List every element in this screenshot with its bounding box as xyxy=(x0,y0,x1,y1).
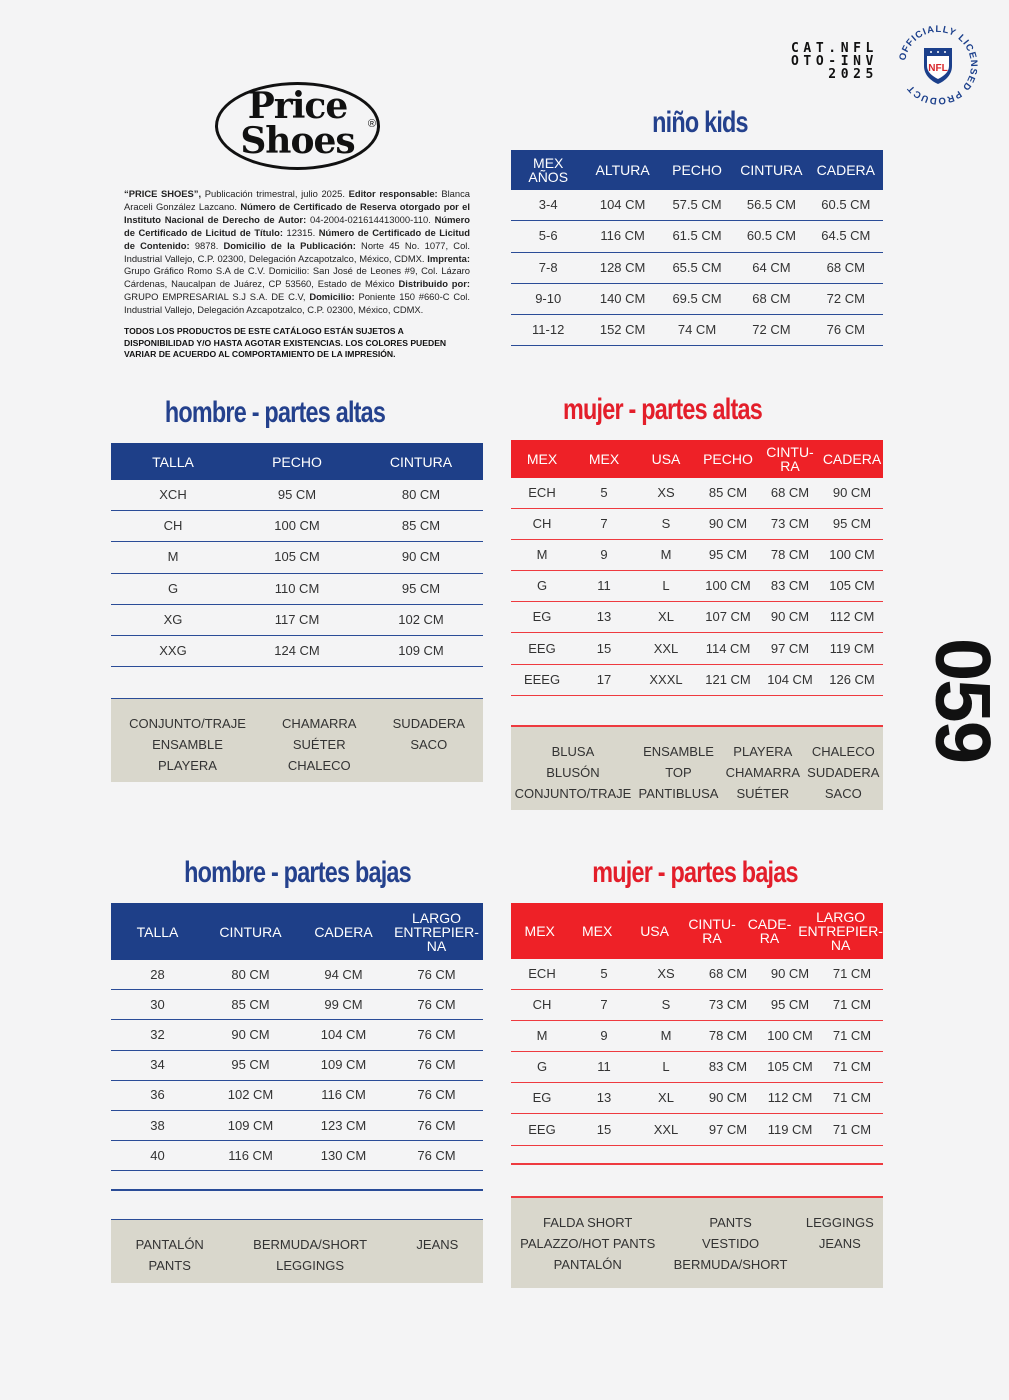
table-row xyxy=(111,480,483,511)
table-cell: G xyxy=(536,1059,548,1075)
table-cell: 105 CM xyxy=(274,549,320,565)
garment-column xyxy=(393,713,465,782)
garment-column xyxy=(129,713,246,782)
badge-ring-text: OFFICIALLY LICENSED PRODUCT xyxy=(897,23,980,107)
table-cell: 17 xyxy=(596,671,612,687)
table-row xyxy=(111,636,483,667)
logo-registered-mark: ® xyxy=(367,118,376,130)
table-mujer-partes-altas xyxy=(511,440,883,696)
table-cell: L xyxy=(662,1059,670,1075)
garment-item: SACO xyxy=(824,786,862,801)
table-cell: 11 xyxy=(597,1059,611,1075)
header-cell: CINTURA xyxy=(740,162,803,178)
table-row xyxy=(511,602,883,633)
table-cell: S xyxy=(661,997,671,1013)
table-cell: 95 CM xyxy=(770,997,810,1013)
garment-column xyxy=(416,1234,458,1283)
table-cell: 97 CM xyxy=(770,640,810,656)
table-row xyxy=(111,574,483,605)
table-cell: 90 CM xyxy=(770,966,810,982)
garment-item: SUDADERA xyxy=(392,716,465,731)
table-cell: XS xyxy=(657,966,675,982)
header-cell: TALLA xyxy=(152,453,194,470)
catalog-code xyxy=(791,42,878,81)
table-cell: EEG xyxy=(528,640,556,656)
header-cell: CADERA xyxy=(816,162,875,178)
table-cell: 72 CM xyxy=(752,322,791,338)
table-row xyxy=(111,605,483,636)
table-cell: 7 xyxy=(600,516,608,532)
table-row xyxy=(511,253,883,284)
garment-item: BERMUDA/SHORT xyxy=(253,1237,368,1252)
header-cell: CADE- RA xyxy=(747,916,792,946)
garment-column xyxy=(520,1212,655,1288)
garment-item: CONJUNTO/TRAJE xyxy=(514,786,632,801)
table-row xyxy=(111,1020,483,1050)
catalog-line-2: OTO-INV xyxy=(791,54,878,69)
table-row xyxy=(511,1052,883,1083)
table-cell: 110 CM xyxy=(274,580,320,596)
header-cell: CADERA xyxy=(314,923,373,940)
garment-item: JEANS xyxy=(416,1237,459,1252)
table-cell: 85 CM xyxy=(401,518,441,534)
table-cell: CH xyxy=(163,518,183,534)
table-cell: 109 CM xyxy=(320,1057,367,1073)
table-cell: 121 CM xyxy=(705,671,751,687)
legal-notice: “PRICE SHOES”, Publicación trimestral, julio 2025. Editor responsable: Blanca Araceli González Lazcano. Número de Certificado de Reserva otorgado por el Instituto Nacional de Derecho de Autor: 04-2004-021614413000-110. Número de Certificado de Licitud de Título: 12315. Número de Certificado de Licitud de Contenido: 9878. Domicilio de la Publicación: Norte 45 No. 1077, Col. Industrial Vallejo, C.P. 02300, Delegación Azcapotzalco, México, CDMX. Imprenta: Grupo Gráfico Romo S.A de C.V. Domicilio: San José de Leones #9, Col. Lázaro Cárdenas, Naucalpan de Juárez, CP 53560, Estado de México Distribuido por: GRUPO EMPRESARIAL S.J S.A. DE C.V, Domicilio: Poniente 150 #660-C Col. Industrial Vallejo, Delegación Azcapotzalco, C.P. 02300, México, CDMX. xyxy=(124,188,471,316)
table-cell: 13 xyxy=(596,609,612,625)
garment-item: PANTALÓN xyxy=(135,1237,204,1252)
table-cell: XL xyxy=(658,1090,674,1106)
garment-item: ENSAMBLE xyxy=(643,744,714,759)
table-cell: 76 CM xyxy=(826,322,865,338)
garment-column xyxy=(282,713,356,782)
table-cell: 9 xyxy=(600,547,608,563)
garment-column xyxy=(806,1212,874,1288)
table-cell: 60.5 CM xyxy=(821,197,871,213)
table-row xyxy=(511,633,883,664)
table-cell: 117 CM xyxy=(274,611,320,627)
logo-line-2: Shoes xyxy=(240,120,355,162)
table-row xyxy=(111,1111,483,1141)
table-cell: 83 CM xyxy=(770,578,810,594)
table-cell: 116 CM xyxy=(228,1147,273,1163)
garment-item: PLAYERA xyxy=(157,758,217,773)
header-cell: MEX xyxy=(526,451,558,467)
table-row xyxy=(511,990,883,1021)
table-cell: 15 xyxy=(596,640,612,656)
table-cell: 80 CM xyxy=(401,487,441,503)
logo-line-1: Price xyxy=(247,85,348,127)
table-cell: 76 CM xyxy=(417,1087,456,1103)
table-cell: L xyxy=(662,578,670,594)
table-cell: 105 CM xyxy=(767,1059,813,1075)
table-cell: EEEG xyxy=(523,671,561,687)
header-cell: CINTU- RA xyxy=(688,916,736,946)
table-cell: ECH xyxy=(528,485,556,501)
table-nino-kids xyxy=(511,150,883,346)
table-cell: 95 CM xyxy=(832,516,872,532)
table-cell: 28 xyxy=(150,966,165,982)
garments-hombre-partes-altas xyxy=(111,699,483,782)
garment-item: TOP xyxy=(665,765,692,780)
table-cell: 80 CM xyxy=(231,966,270,982)
table-cell: XXG xyxy=(159,643,187,659)
table-cell: 116 CM xyxy=(321,1087,366,1103)
table-cell: M xyxy=(660,547,672,563)
table-cell: 57.5 CM xyxy=(672,197,722,213)
table-header xyxy=(511,440,883,478)
table-cell: 90 CM xyxy=(708,1090,748,1106)
table-cell: 94 CM xyxy=(324,966,363,982)
header-cell: LARGO ENTREPIER- NA xyxy=(798,909,883,953)
garment-item: PALAZZO/HOT PANTS xyxy=(520,1236,656,1251)
table-cell: 11-12 xyxy=(532,322,565,338)
table-cell: 5 xyxy=(600,485,608,501)
table-cell: 61.5 CM xyxy=(672,228,722,244)
table-cell: 3-4 xyxy=(538,197,558,213)
table-cell: 7-8 xyxy=(538,259,558,275)
table-mujer-partes-bajas xyxy=(511,903,883,1146)
header-cell: CINTURA xyxy=(389,453,453,470)
table-cell: 71 CM xyxy=(832,1121,872,1137)
table-cell: 64.5 CM xyxy=(821,228,871,244)
table-cell: 152 CM xyxy=(599,322,646,338)
table-cell: 104 CM xyxy=(320,1026,367,1042)
table-row xyxy=(111,1051,483,1081)
table-row xyxy=(511,509,883,540)
table-cell: EEG xyxy=(528,1121,556,1137)
garments-mujer-partes-bajas xyxy=(511,1198,883,1288)
table-cell: 128 CM xyxy=(599,259,646,275)
table-cell: 5 xyxy=(600,966,608,982)
badge-shield-text: NFL xyxy=(928,63,948,74)
table-row xyxy=(511,284,883,315)
separator-line xyxy=(511,1163,883,1165)
table-cell: 95 CM xyxy=(231,1057,270,1073)
table-cell: 7 xyxy=(600,997,608,1013)
table-cell: 124 CM xyxy=(274,643,320,659)
garment-column xyxy=(515,741,632,810)
garment-column xyxy=(726,741,800,810)
table-row xyxy=(111,990,483,1020)
table-cell: 100 CM xyxy=(705,578,751,594)
table-cell: 116 CM xyxy=(600,228,645,244)
table-cell: 15 xyxy=(596,1121,612,1137)
table-row xyxy=(511,959,883,990)
title-mujer-partes-altas: mujer - partes altas xyxy=(563,393,762,426)
table-cell: 109 CM xyxy=(227,1117,274,1133)
table-cell: 114 CM xyxy=(705,640,751,656)
table-cell: 130 CM xyxy=(320,1147,367,1163)
table-cell: 78 CM xyxy=(770,547,810,563)
header-cell: USA xyxy=(651,451,681,467)
table-hombre-partes-bajas xyxy=(111,903,483,1171)
garment-item: PLAYERA xyxy=(733,744,793,759)
table-cell: 9-10 xyxy=(535,291,562,307)
garment-item: PANTALÓN xyxy=(553,1257,622,1272)
garment-item: SUDADERA xyxy=(807,765,880,780)
table-cell: 99 CM xyxy=(324,996,363,1012)
garment-column xyxy=(639,741,719,810)
table-cell: 95 CM xyxy=(401,580,441,596)
table-row xyxy=(511,665,883,696)
table-cell: 76 CM xyxy=(417,1026,456,1042)
table-cell: 5-6 xyxy=(538,228,558,244)
table-cell: M xyxy=(536,1028,548,1044)
catalog-line-1: CAT.NFL xyxy=(791,41,878,56)
table-cell: 71 CM xyxy=(832,1059,872,1075)
table-row xyxy=(511,1114,883,1145)
header-cell: USA xyxy=(640,923,669,939)
table-cell: 68 CM xyxy=(708,966,748,982)
table-row xyxy=(111,1141,483,1171)
table-row xyxy=(111,542,483,573)
table-header xyxy=(511,903,883,959)
table-cell: 64 CM xyxy=(752,259,791,275)
garment-column xyxy=(807,741,879,810)
table-row xyxy=(511,1083,883,1114)
table-cell: 72 CM xyxy=(826,291,865,307)
table-cell: 90 CM xyxy=(401,549,441,565)
table-cell: 69.5 CM xyxy=(672,291,722,307)
nfl-licensed-badge-icon xyxy=(893,20,983,110)
garment-item: PANTIBLUSA xyxy=(638,786,719,801)
garment-item: JEANS xyxy=(818,1236,861,1251)
table-cell: 95 CM xyxy=(708,547,748,563)
table-cell: 71 CM xyxy=(832,1028,872,1044)
garment-item: CHAMARRA xyxy=(282,716,357,731)
table-cell: 76 CM xyxy=(417,996,456,1012)
table-cell: CH xyxy=(532,997,552,1013)
table-cell: 112 CM xyxy=(767,1090,813,1106)
table-cell: 97 CM xyxy=(708,1121,748,1137)
table-cell: 104 CM xyxy=(599,197,646,213)
header-cell: MEX xyxy=(581,923,613,939)
table-cell: G xyxy=(536,578,548,594)
table-cell: 56.5 CM xyxy=(746,197,796,213)
header-cell: CINTURA xyxy=(219,923,282,940)
table-cell: XXL xyxy=(653,1121,679,1137)
table-cell: 73 CM xyxy=(770,516,810,532)
garment-item: CHALECO xyxy=(811,744,875,759)
garment-item: SUÉTER xyxy=(292,737,346,752)
title-nino-kids: niño kids xyxy=(652,106,748,139)
table-cell: 102 CM xyxy=(398,611,444,627)
table-cell: 71 CM xyxy=(832,966,872,982)
table-cell: 109 CM xyxy=(398,643,444,659)
table-cell: 105 CM xyxy=(829,578,875,594)
garment-item: BLUSÓN xyxy=(546,765,600,780)
table-row xyxy=(511,190,883,221)
header-cell: ALTURA xyxy=(595,162,650,178)
table-cell: 71 CM xyxy=(832,1090,872,1106)
table-cell: 71 CM xyxy=(832,997,872,1013)
table-cell: 90 CM xyxy=(231,1026,270,1042)
table-row xyxy=(511,478,883,509)
table-cell: M xyxy=(660,1028,672,1044)
garment-item: FALDA SHORT xyxy=(543,1215,633,1230)
table-cell: 65.5 CM xyxy=(672,259,722,275)
table-cell: 100 CM xyxy=(767,1028,813,1044)
table-cell: 68 CM xyxy=(752,291,791,307)
table-cell: G xyxy=(167,580,179,596)
table-cell: 119 CM xyxy=(829,640,875,656)
garment-item: LEGGINGS xyxy=(276,1258,345,1273)
table-cell: 100 CM xyxy=(829,547,875,563)
garment-item: BERMUDA/SHORT xyxy=(673,1257,788,1272)
garments-mujer-partes-altas xyxy=(511,727,883,810)
table-cell: S xyxy=(661,516,671,532)
header-cell: CINTU- RA xyxy=(766,444,814,474)
table-cell: 119 CM xyxy=(767,1121,813,1137)
garment-item: LEGGINGS xyxy=(805,1215,874,1230)
table-cell: 73 CM xyxy=(708,997,748,1013)
table-cell: EG xyxy=(532,1090,552,1106)
table-cell: 85 CM xyxy=(708,485,748,501)
garments-hombre-partes-bajas xyxy=(111,1220,483,1283)
table-row xyxy=(111,1081,483,1111)
title-hombre-partes-bajas: hombre - partes bajas xyxy=(184,856,411,889)
table-row xyxy=(511,571,883,602)
table-cell: 76 CM xyxy=(417,966,456,982)
table-cell: 102 CM xyxy=(227,1087,274,1103)
table-cell: 126 CM xyxy=(829,671,875,687)
table-cell: 38 xyxy=(150,1117,165,1133)
table-cell: 76 CM xyxy=(417,1057,456,1073)
title-hombre-partes-altas: hombre - partes altas xyxy=(164,396,386,429)
table-cell: XXXL xyxy=(649,671,683,687)
table-cell: XG xyxy=(163,611,183,627)
header-cell: PECHO xyxy=(672,162,722,178)
garment-column xyxy=(136,1234,204,1283)
table-cell: 140 CM xyxy=(599,291,646,307)
table-cell: XCH xyxy=(159,487,187,503)
table-cell: 68 CM xyxy=(826,259,865,275)
table-cell: ECH xyxy=(528,966,556,982)
table-cell: 74 CM xyxy=(677,322,717,338)
header-cell: MEX xyxy=(524,923,555,939)
garment-item: BLUSA xyxy=(551,744,595,759)
garment-item: ENSAMBLE xyxy=(152,737,223,752)
header-cell: CADERA xyxy=(822,451,882,467)
table-cell: CH xyxy=(532,516,552,532)
table-cell: 95 CM xyxy=(277,487,317,503)
table-cell: 11 xyxy=(597,578,611,594)
table-row xyxy=(111,511,483,542)
table-cell: 9 xyxy=(600,1028,608,1044)
header-cell: PECHO xyxy=(272,453,322,470)
table-row xyxy=(511,540,883,571)
table-header xyxy=(511,150,883,190)
table-row xyxy=(511,315,883,346)
table-cell: 85 CM xyxy=(231,996,270,1012)
table-cell: 13 xyxy=(596,1090,612,1106)
table-header xyxy=(111,903,483,960)
table-cell: 90 CM xyxy=(770,609,810,625)
header-cell: LARGO ENTREPIER- NA xyxy=(394,909,479,954)
table-cell: EG xyxy=(532,609,552,625)
table-cell: 34 xyxy=(150,1057,165,1073)
table-cell: 104 CM xyxy=(767,671,813,687)
table-cell: 90 CM xyxy=(708,516,748,532)
header-cell: PECHO xyxy=(703,451,753,467)
garment-item: SUÉTER xyxy=(736,786,790,801)
garment-item: CHAMARRA xyxy=(725,765,801,780)
table-cell: 83 CM xyxy=(708,1059,748,1075)
table-cell: M xyxy=(536,547,548,563)
page-number: 059 xyxy=(919,637,1008,763)
garment-column xyxy=(253,1234,367,1283)
table-cell: 36 xyxy=(150,1087,165,1103)
table-cell: 100 CM xyxy=(274,518,320,534)
table-cell: 30 xyxy=(150,996,165,1012)
garment-item: PANTS xyxy=(709,1215,752,1230)
header-cell: MEX AÑOS xyxy=(528,155,569,185)
header-cell: TALLA xyxy=(136,923,179,940)
garment-column xyxy=(674,1212,788,1288)
table-header xyxy=(111,443,483,480)
table-cell: XS xyxy=(657,485,675,501)
table-row xyxy=(511,221,883,252)
table-cell: 123 CM xyxy=(320,1117,367,1133)
garment-item: CHALECO xyxy=(287,758,351,773)
table-cell: 40 xyxy=(150,1147,165,1163)
table-hombre-partes-altas xyxy=(111,443,483,667)
table-row xyxy=(511,1021,883,1052)
table-row xyxy=(111,960,483,990)
table-cell: 76 CM xyxy=(417,1117,456,1133)
table-cell: 112 CM xyxy=(829,609,875,625)
table-cell: 107 CM xyxy=(705,609,751,625)
table-cell: 32 xyxy=(150,1026,165,1042)
table-cell: 90 CM xyxy=(832,485,872,501)
garment-item: SACO xyxy=(410,737,448,752)
price-shoes-logo xyxy=(215,82,380,170)
header-cell: MEX xyxy=(588,451,620,467)
table-cell: 68 CM xyxy=(770,485,810,501)
table-cell: M xyxy=(167,549,179,565)
garment-item: VESTIDO xyxy=(702,1236,760,1251)
catalog-line-3: 2025 xyxy=(828,67,878,82)
garment-item: CONJUNTO/TRAJE xyxy=(129,716,246,731)
table-cell: XXL xyxy=(653,640,679,656)
title-mujer-partes-bajas: mujer - partes bajas xyxy=(592,856,798,889)
availability-disclaimer: TODOS LOS PRODUCTOS DE ESTE CATÁLOGO ESTÁN SUJETOS A DISPONIBILIDAD Y/O HASTA AGOTAR EXISTENCIAS. LOS COLORES PUEDEN VARIAR DE ACUERDO AL COMPORTAMIENTO DE LA IMPRESIÓN. xyxy=(124,326,447,359)
garment-item: PANTS xyxy=(148,1258,191,1273)
table-cell: 60.5 CM xyxy=(746,228,796,244)
separator-line xyxy=(111,1189,483,1191)
table-cell: 76 CM xyxy=(417,1147,456,1163)
table-cell: XL xyxy=(658,609,674,625)
table-cell: 78 CM xyxy=(708,1028,748,1044)
